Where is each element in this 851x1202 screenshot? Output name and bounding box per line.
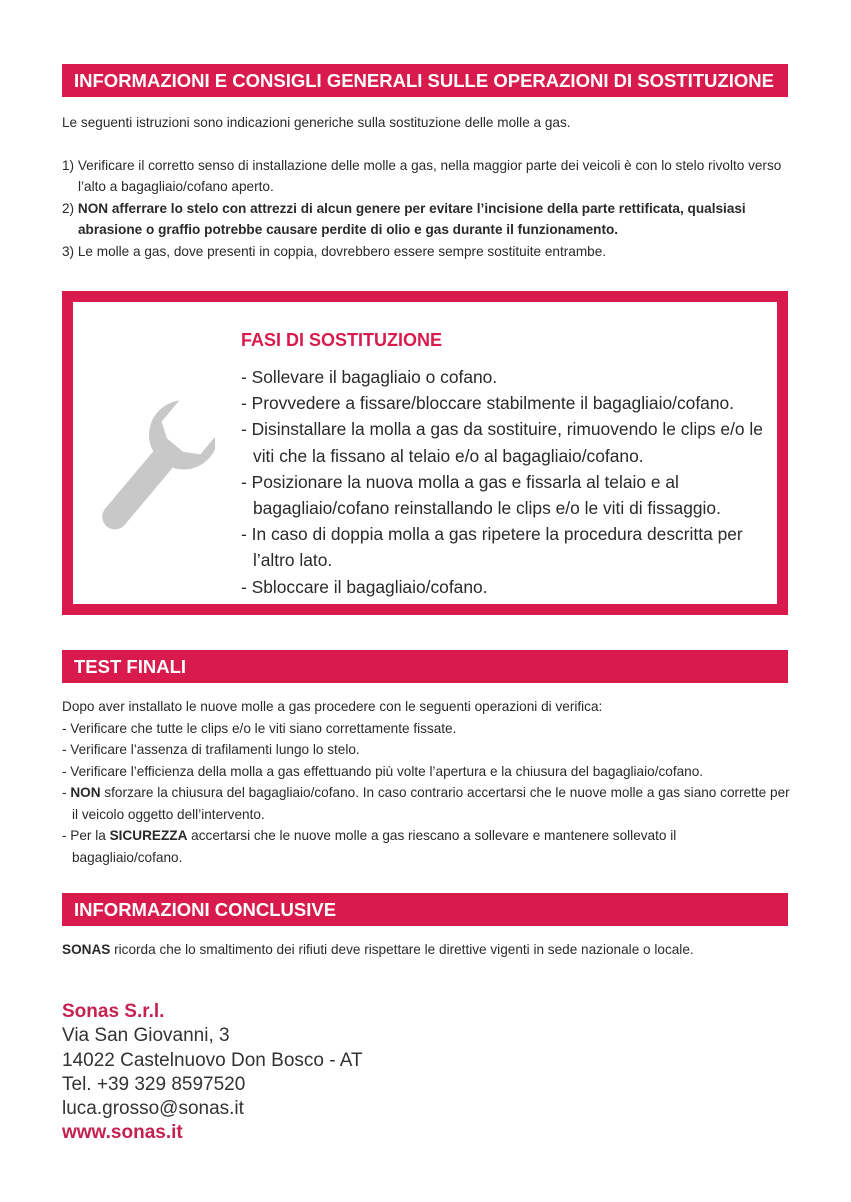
replacement-phases-box — [62, 291, 788, 615]
general-info-text — [62, 112, 790, 262]
section-banner-conclusion — [62, 893, 788, 926]
sonas-bold: SONAS — [62, 942, 111, 957]
section-title-conclusion: INFORMAZIONI CONCLUSIVE — [74, 899, 337, 920]
general-item-2: 2) NON afferrare lo stelo con attrezzi di alcun genere per evitare l’incisione della parte rettificata, qualsiasi abrasione o graffio potrebbe causare perdite di olio e gas durante il funzionamento. — [62, 200, 746, 237]
conclusion-paragraph: SONAS ricorda che lo smaltimento dei rifiuti deve rispettare le direttive vigenti in sede nazionale o locale. — [62, 942, 694, 957]
phone-number: Tel. +39 329 8597520 — [62, 1073, 246, 1095]
section-title-test: TEST FINALI — [74, 656, 187, 677]
conclusion-text — [62, 939, 790, 961]
phase-step: - Sollevare il bagagliaio o cofano. — [241, 367, 498, 387]
test-line-1: - Verificare che tutte le clips e/o le viti siano correttamente fissate. — [62, 720, 457, 736]
website-link[interactable]: www.sonas.it — [62, 1122, 183, 1144]
phase-step: - Disinstallare la molla a gas da sostituire, rimuovendo le clips e/o le viti che la fissano al telaio e/o al bagagliaio/cofano. — [241, 419, 763, 466]
test-line-2: - Verificare l’assenza di trafilamenti lungo lo stelo. — [62, 742, 360, 757]
phase-step: - Provvedere a fissare/bloccare stabilmente il bagagliaio/cofano. — [241, 393, 735, 414]
general-item-3: 3) Le molle a gas, dove presenti in coppia, dovrebbero essere sempre sostituite entrambe. — [62, 243, 607, 259]
test-line-4: - NON sforzare la chiusura del bagagliaio/cofano. In caso contrario accertarsi che le nuove molle a gas siano corrette per il veicolo oggetto dell’intervento. — [62, 785, 790, 822]
test-intro: Dopo aver installato le nuove molle a gas procedere con le seguenti operazioni di verifica: — [62, 699, 603, 714]
warning-text: afferrare lo stelo con attrezzi di alcun genere per evitare l’incisione della parte rettificata, qualsiasi abrasione o graffio potrebbe causare perdite di olio e gas durante il funzionamento. — [78, 200, 746, 237]
test-line-3: - Verificare l’efficienza della molla a gas effettuando più volte l’apertura e la chiusura del bagagliaio/cofano. — [62, 763, 704, 779]
company-name: Sonas S.r.l. — [62, 1001, 165, 1022]
wrench-icon — [95, 394, 215, 544]
section-banner-test — [62, 650, 788, 683]
phases-list — [241, 364, 781, 600]
non-bold: NON — [70, 785, 101, 800]
test-text — [62, 696, 790, 868]
phase-step: - In caso di doppia molla a gas ripetere la procedura descritta per l’altro lato. — [241, 524, 743, 571]
contact-block — [62, 1000, 363, 1146]
address-city: 14022 Castelnuovo Don Bosco - AT — [62, 1049, 363, 1071]
warning-non: NON — [77, 200, 109, 216]
test-line-5: - Per la SICUREZZA accertarsi che le nuove molle a gas riescano a sollevare e mantenere sollevato il bagagliaio/cofano. — [62, 828, 677, 865]
phase-step: - Sbloccare il bagagliaio/cofano. — [241, 576, 488, 597]
email-link[interactable]: luca.grosso@sonas.it — [62, 1098, 244, 1120]
sicurezza-bold: SICUREZZA — [109, 828, 188, 843]
phases-title: FASI DI SOSTITUZIONE — [241, 330, 443, 350]
section-banner-general — [62, 64, 788, 97]
section-title-general: INFORMAZIONI E CONSIGLI GENERALI SULLE OPERAZIONI DI SOSTITUZIONE — [74, 70, 774, 91]
address-street: Via San Giovanni, 3 — [62, 1025, 230, 1047]
intro-paragraph: Le seguenti istruzioni sono indicazioni generiche sulla sostituzione delle molle a gas. — [62, 115, 571, 130]
phase-step: - Posizionare la nuova molla a gas e fissarla al telaio e al bagagliaio/cofano reinstallando le clips e/o le viti di fissaggio. — [241, 471, 721, 519]
general-item-1: 1) Verificare il corretto senso di installazione delle molle a gas, nella maggior parte dei veicoli è con lo stelo rivolto verso l’alto a bagagliaio/cofano aperto. — [62, 157, 782, 194]
